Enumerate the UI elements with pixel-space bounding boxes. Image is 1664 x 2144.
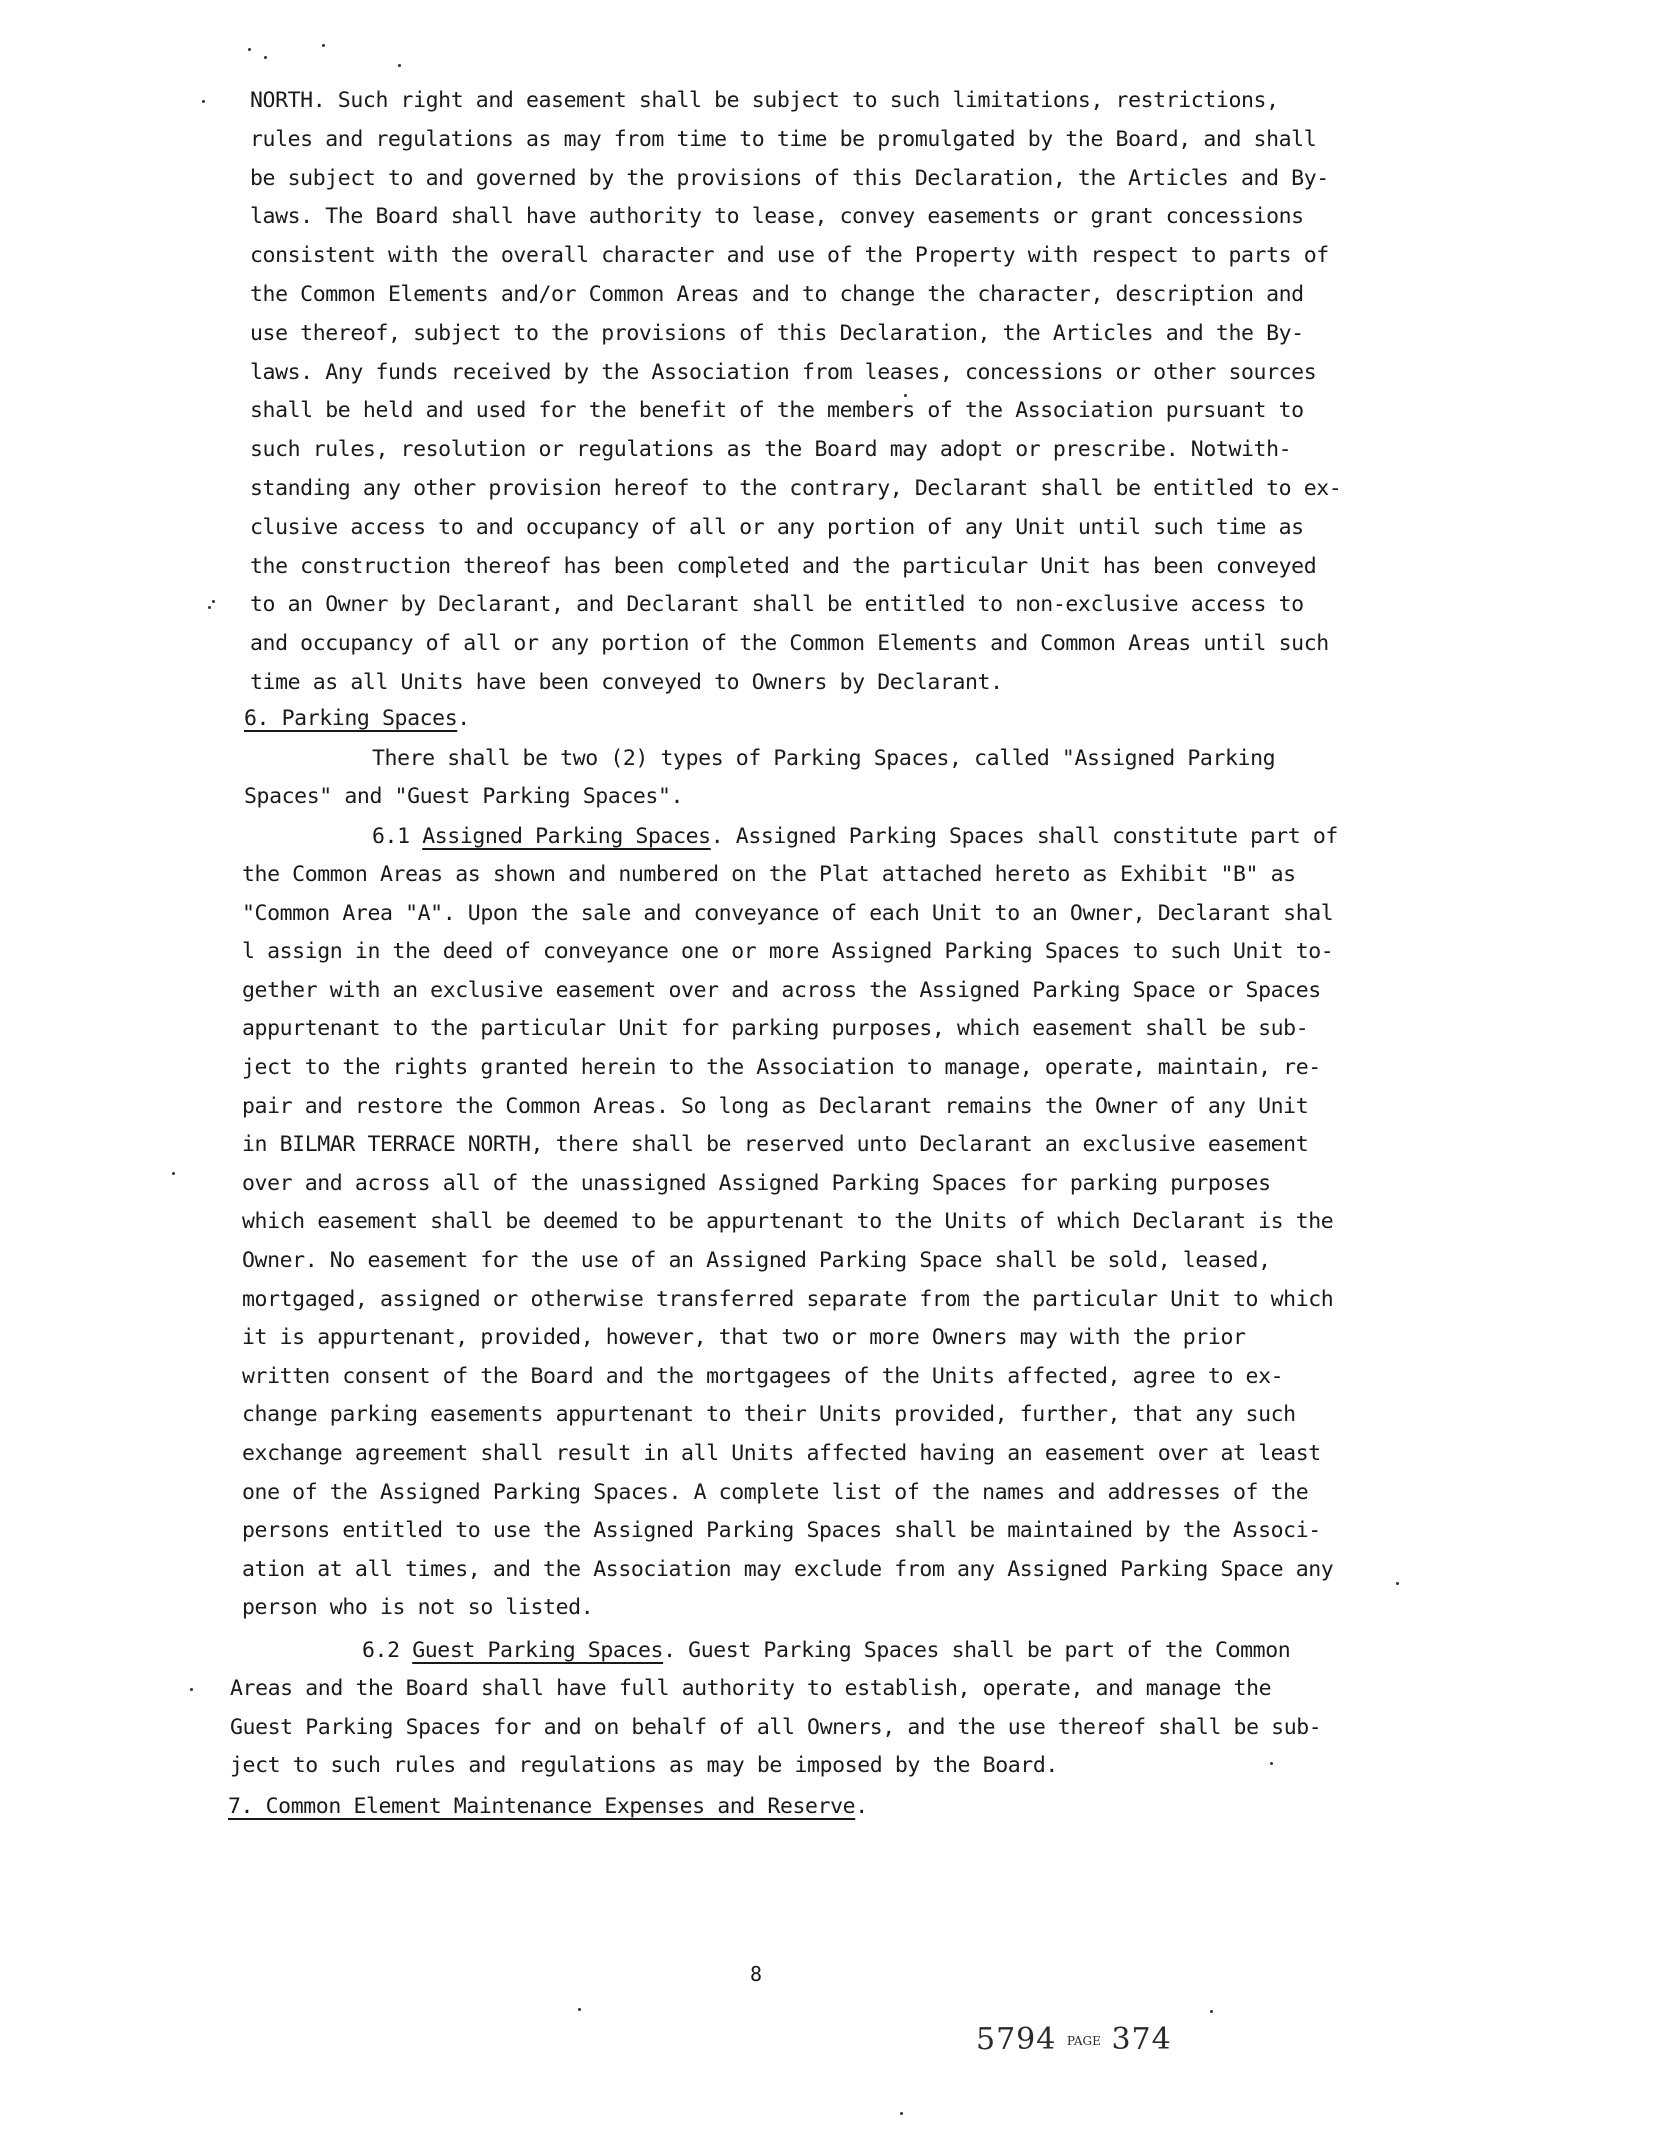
subsection-6-2-line-3: ject to such rules and regulations as may be imposed by the Board. — [230, 1753, 1058, 1778]
section-6-intro-line-2: Spaces" and "Guest Parking Spaces". — [244, 784, 684, 809]
paragraph-line-2: rules and regulations as may from time to time be promulgated by the Board, and shall — [250, 126, 1317, 152]
scan-speck — [578, 2008, 581, 2011]
paragraph-line-4: laws. The Board shall have authority to lease, convey easements or grant concessions — [250, 204, 1304, 230]
subsection-6-1-line-19: ation at all times, and the Association may exclude from any Assigned Parking Space any — [242, 1556, 1334, 1582]
page-number: 8 — [750, 1962, 762, 1986]
subsection-6-1-first-rest: . Assigned Parking Spaces shall constitute part of — [710, 824, 1338, 849]
stamp-page-number: 374 — [1111, 2022, 1172, 2057]
paragraph-line-12: clusive access to and occupancy of all or any portion of any Unit until such time as — [250, 514, 1304, 540]
scan-speck — [398, 64, 401, 67]
scan-speck — [1270, 1762, 1273, 1765]
paragraph-line-15: and occupancy of all or any portion of the Common Elements and Common Areas until such — [250, 631, 1329, 657]
scan-speck — [190, 1688, 193, 1691]
subsection-6-1-line-8: in BILMAR TERRACE NORTH, there shall be reserved unto Declarant an exclusive easement — [242, 1132, 1309, 1158]
subsection-6-1-line-10: which easement shall be deemed to be appurtenant to the Units of which Declarant is the — [242, 1209, 1334, 1235]
scan-speck — [208, 606, 211, 609]
scan-speck — [212, 600, 215, 603]
scan-speck — [264, 56, 267, 59]
scan-speck — [1396, 1582, 1399, 1585]
scan-speck — [202, 100, 205, 103]
subsection-6-1-line-1: the Common Areas as shown and numbered on the Plat attached hereto as Exhibit "B" as — [242, 862, 1296, 887]
subsection-6-1-first-line — [372, 818, 1338, 856]
subsection-6-1-number: 6.1 — [372, 824, 410, 849]
section-6-intro-line-1: There shall be two (2) types of Parking Spaces, called "Assigned Parking — [372, 746, 1276, 771]
subsection-6-1-line-14: written consent of the Board and the mortgagees of the Units affected, agree to ex- — [242, 1363, 1284, 1389]
subsection-6-1-line-4: gether with an exclusive easement over and across the Assigned Parking Space or Spaces — [242, 977, 1321, 1003]
subsection-6-2-first-rest: . Guest Parking Spaces shall be part of the Common — [663, 1638, 1291, 1663]
subsection-6-1-line-3: l assign in the deed of conveyance one or more Assigned Parking Spaces to such Unit to- — [242, 939, 1334, 965]
subsection-6-1-line-13: it is appurtenant, provided, however, that two or more Owners may with the prior — [242, 1325, 1246, 1351]
subsection-6-1-line-11: Owner. No easement for the use of an Assigned Parking Space shall be sold, leased, — [242, 1248, 1271, 1273]
scan-speck — [904, 394, 907, 397]
subsection-6-1-line-2: "Common Area "A". Upon the sale and conveyance of each Unit to an Owner, Declarant shal — [242, 900, 1334, 926]
subsection-6-1-line-7: pair and restore the Common Areas. So long as Declarant remains the Owner of any Unit — [242, 1093, 1309, 1119]
recording-stamp — [976, 2022, 1172, 2057]
subsection-6-1-line-15: change parking easements appurtenant to their Units provided, further, that any such — [242, 1402, 1296, 1428]
paragraph-line-16: time as all Units have been conveyed to Owners by Declarant. — [250, 670, 1003, 695]
paragraph-line-14: to an Owner by Declarant, and Declarant shall be entitled to non-exclusive access to — [250, 592, 1304, 618]
stamp-book-number: 5794 — [976, 2022, 1057, 2057]
scan-speck — [248, 48, 251, 51]
subsection-6-1-line-6: ject to the rights granted herein to the Association to manage, operate, maintain, re- — [242, 1055, 1321, 1080]
paragraph-line-9: shall be held and used for the benefit of the members of the Association pursuant to — [250, 398, 1304, 424]
subsection-6-1-line-18: persons entitled to use the Assigned Parking Spaces shall be maintained by the Associ- — [242, 1518, 1321, 1544]
paragraph-line-6: the Common Elements and/or Common Areas and to change the character, description and — [250, 282, 1304, 307]
paragraph-line-8: laws. Any funds received by the Association from leases, concessions or other sources — [250, 359, 1317, 385]
paragraph-line-3: be subject to and governed by the provisions of this Declaration, the Articles and By- — [250, 165, 1329, 191]
scan-speck — [322, 44, 325, 47]
stamp-mid-text: PAGE — [1066, 2034, 1101, 2048]
subsection-6-2-number: 6.2 — [362, 1638, 400, 1663]
subsection-6-1-line-20: person who is not so listed. — [242, 1595, 594, 1621]
subsection-6-2-line-2: Guest Parking Spaces for and on behalf of all Owners, and the use thereof shall be sub- — [230, 1714, 1322, 1740]
paragraph-line-1: NORTH. Such right and easement shall be subject to such limitations, restrictions, — [250, 88, 1279, 113]
subsection-6-1-line-9: over and across all of the unassigned Assigned Parking Spaces for parking purposes — [242, 1170, 1271, 1196]
section-7-heading: 7. Common Element Maintenance Expenses and Reserve. — [228, 1794, 868, 1819]
subsection-6-1-title: Assigned Parking Spaces — [422, 824, 711, 849]
subsection-6-2-line-1: Areas and the Board shall have full authority to establish, operate, and manage the — [230, 1676, 1272, 1701]
paragraph-line-11: standing any other provision hereof to the contrary, Declarant shall be entitled to ex- — [250, 476, 1342, 501]
paragraph-line-5: consistent with the overall character and use of the Property with respect to parts of — [250, 243, 1329, 269]
paragraph-line-7: use thereof, subject to the provisions of this Declaration, the Articles and the By- — [250, 320, 1304, 346]
subsection-6-1-line-16: exchange agreement shall result in all Units affected having an easement over at least — [242, 1441, 1321, 1466]
section-6-heading: 6. Parking Spaces. — [244, 706, 470, 731]
subsection-6-2-first-line — [362, 1632, 1290, 1670]
subsection-6-1-line-12: mortgaged, assigned or otherwise transferred separate from the particular Unit to which — [242, 1286, 1334, 1312]
paragraph-line-13: the construction thereof has been completed and the particular Unit has been conveyed — [250, 553, 1317, 579]
subsection-6-1-line-5: appurtenant to the particular Unit for parking purposes, which easement shall be sub- — [242, 1016, 1309, 1042]
scan-speck — [172, 1172, 175, 1175]
paragraph-line-10: such rules, resolution or regulations as the Board may adopt or prescribe. Notwith- — [250, 437, 1292, 463]
scan-speck — [900, 2112, 903, 2115]
subsection-6-2-title: Guest Parking Spaces — [412, 1638, 664, 1663]
subsection-6-1-line-17: one of the Assigned Parking Spaces. A complete list of the names and addresses of the — [242, 1479, 1309, 1505]
scan-speck — [1210, 2010, 1213, 2013]
